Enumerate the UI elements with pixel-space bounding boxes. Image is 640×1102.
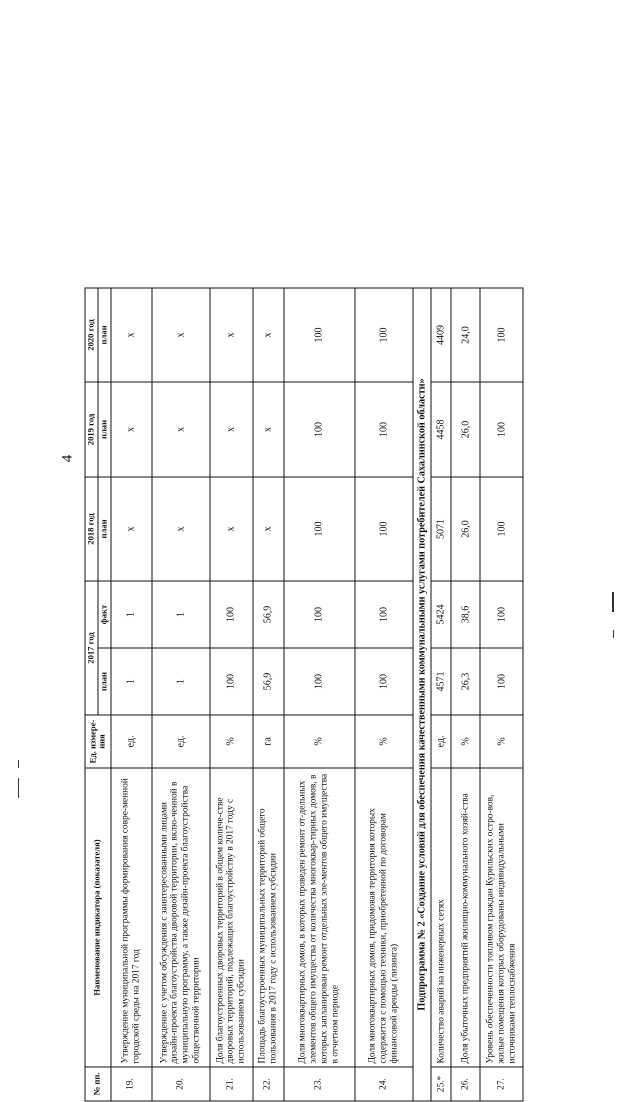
header-plan-2018: план: [98, 477, 111, 581]
unit-cell: %: [210, 715, 253, 768]
indicator-name: Уровень обеспеченности топливом граждан Курильских остро-вов, жилые помещения которых оборудованы индивидуальными источниками теплоснабжения: [480, 768, 523, 1067]
unit-cell: %: [355, 715, 413, 768]
plan-2018-cell: х: [210, 477, 253, 581]
page-number: 4: [59, 454, 76, 463]
table-row: [451, 288, 480, 1101]
plan-2019-cell: 100: [480, 382, 523, 477]
plan-2018-cell: 26,0: [451, 477, 480, 581]
indicator-name: Утверждение муниципальной программы формирования совре-менной городской среды на 2017 год: [111, 768, 152, 1067]
indicator-name: Количество аварий на инженерных сетях: [431, 768, 451, 1067]
row-number: 19.: [111, 1067, 152, 1101]
unit-cell: ед.: [431, 715, 451, 768]
fact-2017-cell: 1: [152, 581, 210, 648]
indicator-name: Утверждение с учетом обсуждения с заинтересованными лицами дизайн-проекта благоустройства дворовой территории, вклю-ченной в муниципальную программу, а также дизайн-проекта благоустройства общественной территории: [152, 768, 210, 1067]
unit-cell: %: [480, 715, 523, 768]
fact-2017-cell: 100: [210, 581, 253, 648]
indicator-name: Доля многоквартирных домов, в которых проведен ремонт от-дельных элементов общего имущества от количества многоквар-тирных домов, в которых запланирован ремонт отдельных эле-ментов общего имущества в отчетном периоде: [284, 768, 355, 1067]
fact-2017-cell: 38,6: [451, 581, 480, 648]
scan-mark: [613, 630, 614, 638]
row-number: 26.: [451, 1067, 480, 1101]
indicator-name: Доля многоквартирных домов, придомовая территория которых содержится с помощью техники, приобретенной по договорам финансовой аренды (лизинга): [355, 768, 413, 1067]
rotated-indicator-table: [85, 289, 518, 1102]
plan-2017-cell: 1: [111, 648, 152, 715]
row-number: 24.: [355, 1067, 413, 1101]
indicator-name: Доля убыточных предприятий жилищно-коммунального хозяй-ства: [451, 768, 480, 1067]
fact-2017-cell: 1: [111, 581, 152, 648]
plan-2020-cell: х: [111, 288, 152, 382]
plan-2019-cell: 100: [284, 382, 355, 477]
fact-2017-cell: 100: [480, 581, 523, 648]
header-year-2018: 2018 год: [85, 477, 98, 581]
header-year-2017: 2017 год: [85, 581, 98, 715]
plan-2019-cell: х: [253, 382, 284, 477]
scan-mark: [18, 760, 19, 768]
plan-2018-cell: х: [253, 477, 284, 581]
plan-2020-cell: 4409: [431, 288, 451, 382]
plan-2018-cell: 100: [480, 477, 523, 581]
header-unit: Ед. измере-ния: [85, 715, 111, 768]
plan-2017-cell: 1: [152, 648, 210, 715]
plan-2019-cell: 26,0: [451, 382, 480, 477]
table-row: [111, 288, 152, 1101]
fact-2017-cell: 100: [355, 581, 413, 648]
header-plan-2019: план: [98, 382, 111, 477]
header-year-2020: 2020 год: [85, 288, 98, 382]
plan-2019-cell: 4458: [431, 382, 451, 477]
row-number: 22.: [253, 1067, 284, 1101]
row-number: 25.*: [431, 1067, 451, 1101]
plan-2019-cell: х: [152, 382, 210, 477]
table-row: [355, 288, 413, 1101]
table-row: [431, 288, 451, 1101]
plan-2017-cell: 100: [355, 648, 413, 715]
plan-2019-cell: х: [111, 382, 152, 477]
plan-2018-cell: 100: [355, 477, 413, 581]
row-number: 23.: [284, 1067, 355, 1101]
plan-2018-cell: х: [111, 477, 152, 581]
table-row: [284, 288, 355, 1101]
header-plan-2020: план: [98, 288, 111, 382]
fact-2017-cell: 56,9: [253, 581, 284, 648]
plan-2018-cell: 5071: [431, 477, 451, 581]
plan-2018-cell: х: [152, 477, 210, 581]
header-plan-2017: план: [98, 648, 111, 715]
section-row: [413, 288, 432, 1101]
header-number: № пп.: [85, 1067, 111, 1101]
row-number: 21.: [210, 1067, 253, 1101]
plan-2020-cell: 100: [284, 288, 355, 382]
plan-2018-cell: 100: [284, 477, 355, 581]
table-row: [480, 288, 523, 1101]
plan-2017-cell: 56,9: [253, 648, 284, 715]
table-row: [152, 288, 210, 1101]
plan-2019-cell: х: [210, 382, 253, 477]
unit-cell: ед.: [152, 715, 210, 768]
plan-2020-cell: 100: [480, 288, 523, 382]
header-fact-2017: факт: [98, 581, 111, 648]
scan-mark: [612, 592, 614, 612]
fact-2017-cell: 100: [284, 581, 355, 648]
header-indicator-name: Наименование индикатора (показателя): [85, 768, 111, 1067]
plan-2017-cell: 4571: [431, 648, 451, 715]
plan-2017-cell: 26,3: [451, 648, 480, 715]
section-title: Подпрограмма № 2 «Создание условий для обеспечения качественными коммунальными услугами потребителей Сахалинской области»: [413, 288, 432, 1101]
indicator-table: [85, 287, 524, 1101]
indicator-name: Площадь благоустроенных муниципальных территорий общего пользования в 2017 году с использованием субсидии: [253, 768, 284, 1067]
fact-2017-cell: 5424: [431, 581, 451, 648]
plan-2017-cell: 100: [284, 648, 355, 715]
table-row: [210, 288, 253, 1101]
plan-2020-cell: х: [253, 288, 284, 382]
scan-mark: [18, 778, 19, 798]
unit-cell: %: [451, 715, 480, 768]
unit-cell: га: [253, 715, 284, 768]
row-number: 20.: [152, 1067, 210, 1101]
table-row: [253, 288, 284, 1101]
plan-2017-cell: 100: [480, 648, 523, 715]
row-number: 27.: [480, 1067, 523, 1101]
plan-2020-cell: 100: [355, 288, 413, 382]
plan-2020-cell: х: [152, 288, 210, 382]
plan-2019-cell: 100: [355, 382, 413, 477]
unit-cell: ед.: [111, 715, 152, 768]
indicator-name: Доля благоустроенных дворовых территорий в общем количе-стве дворовых территорий, подлежащих благоустройству в 2017 году с использованием субсидии: [210, 768, 253, 1067]
unit-cell: %: [284, 715, 355, 768]
plan-2020-cell: х: [210, 288, 253, 382]
plan-2020-cell: 24,0: [451, 288, 480, 382]
plan-2017-cell: 100: [210, 648, 253, 715]
header-year-2019: 2019 год: [85, 382, 98, 477]
